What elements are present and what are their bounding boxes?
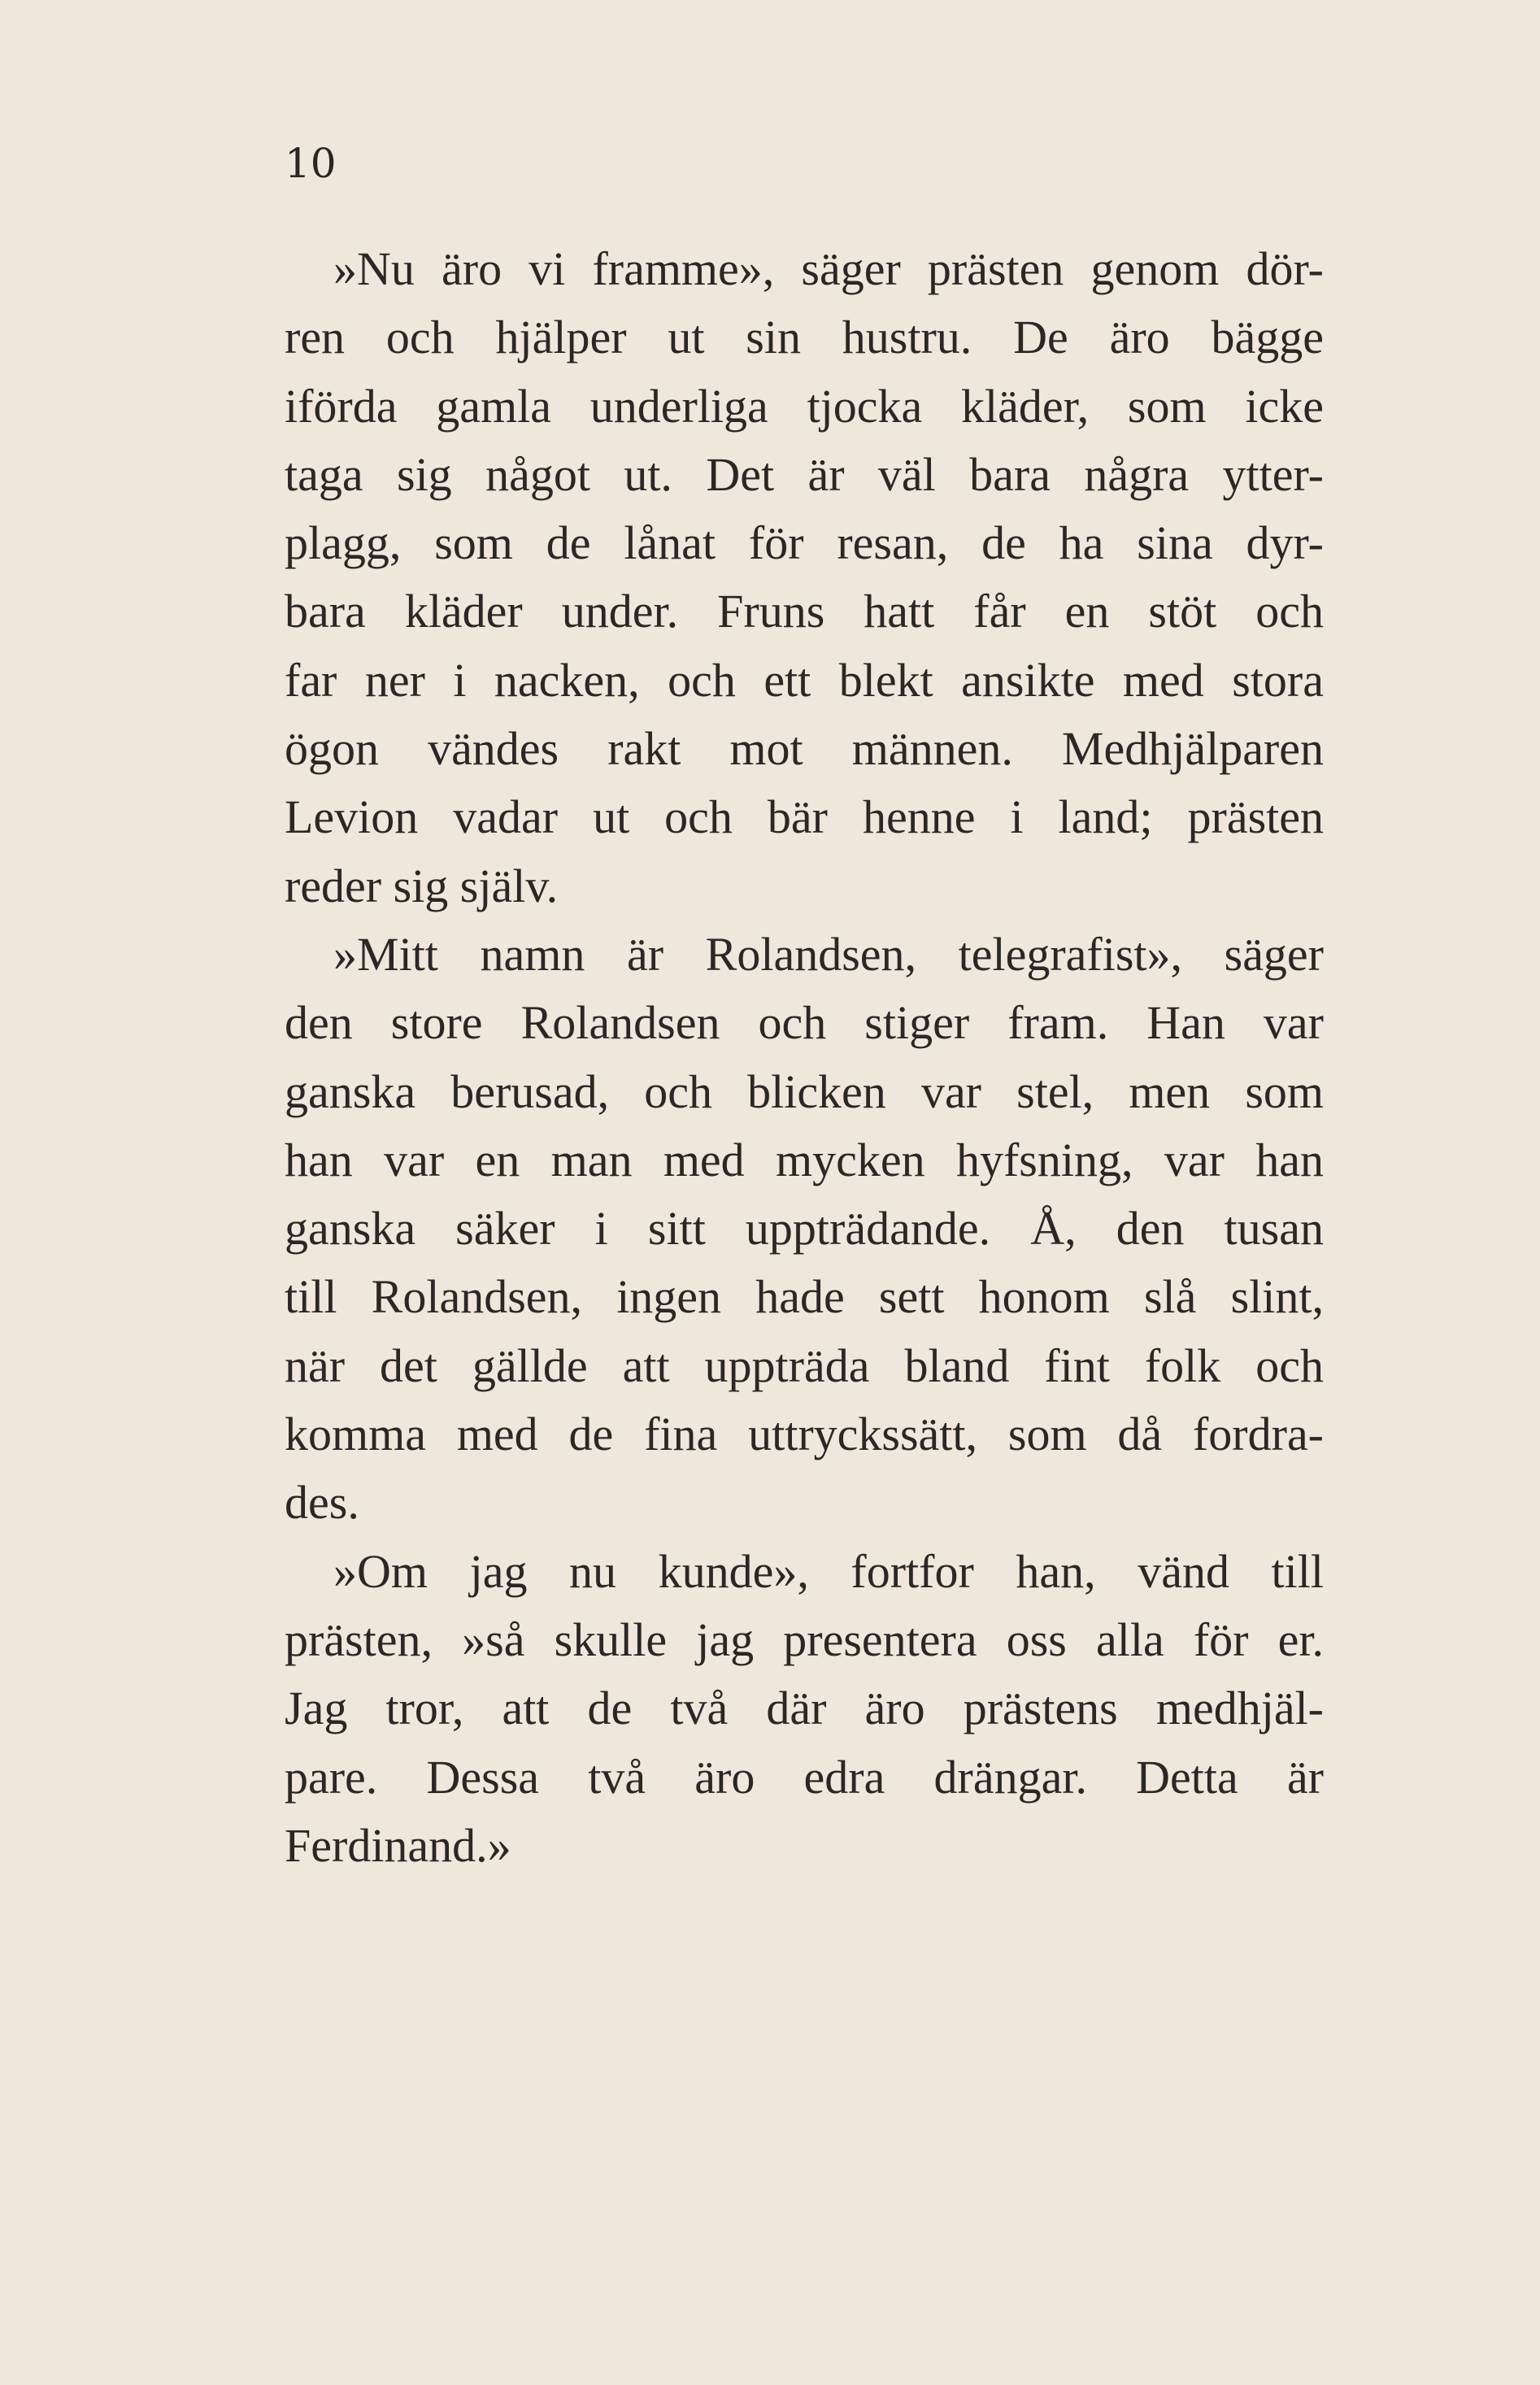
text-line: han var en man med mycken hyfsning, var han xyxy=(285,1133,1324,1186)
page-number: 10 xyxy=(285,140,337,187)
text-line: des. xyxy=(285,1476,359,1530)
text-line: Ferdinand.» xyxy=(285,1818,511,1872)
text-line: far ner i nacken, och ett blekt ansikte med stora xyxy=(285,653,1324,707)
text-line: bara kläder under. Fruns hatt får en stöt och xyxy=(285,585,1324,638)
text-line: Levion vadar ut och bär henne i land; prästen xyxy=(285,790,1324,844)
text-line: den store Rolandsen och stiger fram. Han var xyxy=(285,996,1324,1050)
text-line: taga sig något ut. Det är väl bara några ytter- xyxy=(285,447,1324,501)
text-line: »Om jag nu kunde», fortfor han, vänd till xyxy=(333,1544,1324,1598)
text-line: när det gällde att uppträda bland fint folk och xyxy=(285,1338,1324,1392)
text-line: iförda gamla underliga tjocka kläder, som icke xyxy=(285,379,1324,433)
text-line: pare. Dessa två äro edra drängar. Detta är xyxy=(285,1750,1324,1804)
text-line: Jag tror, att de två där äro prästens medhjäl- xyxy=(285,1682,1324,1735)
text-line: »Mitt namn är Rolandsen, telegrafist», säger xyxy=(333,927,1324,981)
text-line: reder sig själv. xyxy=(285,859,559,912)
text-line: komma med de fina uttryckssätt, som då fordra- xyxy=(285,1408,1324,1461)
text-line: ren och hjälper ut sin hustru. De äro bägge xyxy=(285,311,1324,364)
text-line: ögon vändes rakt mot männen. Medhjälparen xyxy=(285,722,1324,776)
text-line: ganska säker i sitt uppträdande. Å, den tusan xyxy=(285,1202,1324,1256)
text-line: till Rolandsen, ingen hade sett honom slå slint, xyxy=(285,1270,1324,1324)
text-line: prästen, »så skulle jag presentera oss alla för er. xyxy=(285,1612,1324,1666)
text-line: ganska berusad, och blicken var stel, men som xyxy=(285,1064,1324,1118)
body-text xyxy=(285,235,1324,1880)
text-line: plagg, som de lånat för resan, de ha sina dyr- xyxy=(285,516,1324,570)
text-line: »Nu äro vi framme», säger prästen genom dör- xyxy=(333,242,1324,295)
